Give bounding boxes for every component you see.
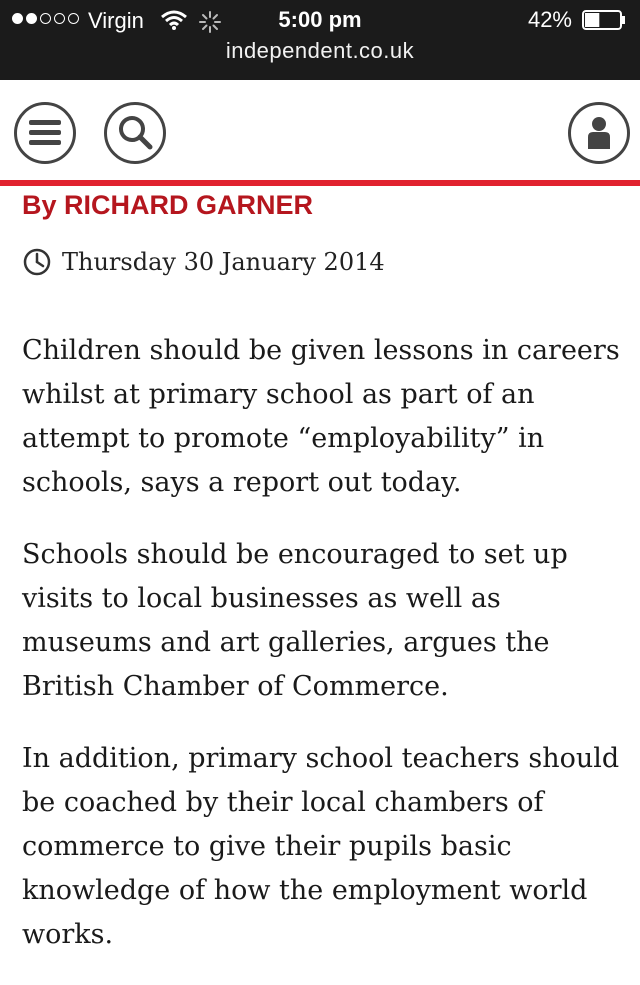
article-byline[interactable]: By RICHARD GARNER <box>22 190 314 220</box>
account-button[interactable] <box>568 102 630 164</box>
article-body <box>22 329 622 985</box>
article-paragraph: Children should be given lessons in careers whilst at primary school as part of an attempt to promote “employability” in schools, says a report out today. <box>22 335 620 498</box>
site-header <box>0 80 640 180</box>
article-paragraph: Schools should be encouraged to set up visits to local businesses as well as museums and art galleries, argues the British Chamber of Commerce. <box>22 539 568 702</box>
clock-icon <box>22 247 52 277</box>
menu-button[interactable] <box>14 102 76 164</box>
status-time: 5:00 pm <box>278 7 362 32</box>
header-accent-line <box>0 180 640 186</box>
address-bar-url[interactable]: independent.co.uk <box>225 38 415 63</box>
article-date: Thursday 30 January 2014 <box>62 248 385 276</box>
carrier-name: Virgin <box>88 8 144 33</box>
article-paragraph: In addition, primary school teachers should be coached by their local chambers of commerce to give their pupils basic knowledge of how the employment world works. <box>22 743 620 950</box>
battery-percent: 42% <box>527 7 572 32</box>
article-dateline <box>22 245 385 279</box>
search-icon <box>107 105 163 161</box>
battery-icon <box>582 10 626 30</box>
user-icon <box>571 105 627 161</box>
search-button[interactable] <box>104 102 166 164</box>
status-bar <box>0 0 640 80</box>
menu-icon <box>17 105 73 161</box>
